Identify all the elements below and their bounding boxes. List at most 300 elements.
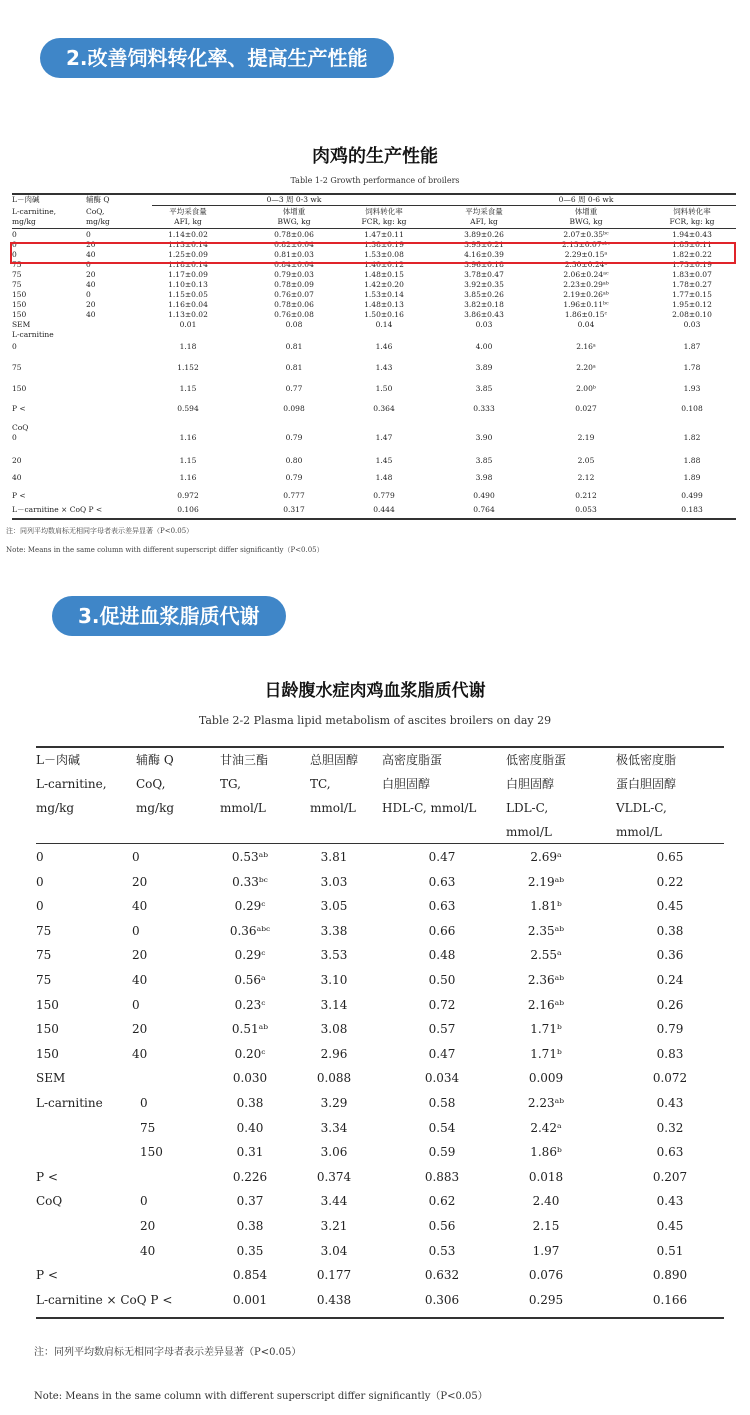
table1-cell: 1.96±0.11ᵇᶜ bbox=[563, 300, 609, 309]
table2-cell: 0.24 bbox=[656, 973, 684, 987]
table1-header-cell: 饲料转化率 bbox=[673, 207, 711, 216]
table2-cell: 0.48 bbox=[428, 948, 456, 963]
table2-cell: 2.19ᵃᵇ bbox=[527, 874, 565, 889]
table2-cell: 2.35ᵃᵇ bbox=[527, 923, 565, 938]
table2-cell: 0.40 bbox=[236, 1120, 264, 1135]
table1-cell: 2.13±0.07ᵃᵇᶜ bbox=[561, 240, 611, 249]
table1-cell: 3.78±0.47 bbox=[464, 270, 504, 279]
table1-cell: P < bbox=[12, 491, 26, 500]
table2-cell: 0.38 bbox=[236, 1219, 264, 1233]
table2-cell: 3.38 bbox=[320, 923, 348, 938]
table2-cell: 0.47 bbox=[428, 1046, 456, 1061]
table2-header-cell: mg/kg bbox=[136, 801, 175, 815]
table2-cell: 2.55ᵃ bbox=[530, 948, 562, 963]
table1-cell: 0.444 bbox=[373, 505, 395, 514]
table1-cell: 20 bbox=[86, 240, 96, 249]
table1-cell: 0.027 bbox=[575, 404, 597, 413]
table1-cell: 3.85 bbox=[475, 456, 493, 465]
table2-cell: 0.79 bbox=[656, 1022, 684, 1037]
table1-cell: 0.499 bbox=[681, 491, 703, 500]
table1-cell: 0.79 bbox=[285, 433, 303, 442]
table1-cell: 1.82±0.22 bbox=[672, 250, 712, 259]
table2-top-rule bbox=[36, 746, 724, 748]
table2-cell: 2.69ᵃ bbox=[530, 850, 562, 864]
table2-cell: 0.36 bbox=[656, 948, 684, 963]
table2-cell: 0.59 bbox=[428, 1145, 456, 1160]
table2-cell: 0 bbox=[36, 874, 44, 889]
table2-cell: 0.177 bbox=[316, 1268, 352, 1283]
table2-header-cell: mg/kg bbox=[36, 801, 75, 815]
table1-cell: 75 bbox=[12, 260, 22, 269]
table1-cell: 3.89±0.26 bbox=[464, 230, 504, 239]
table1-cell: 1.47±0.11 bbox=[364, 230, 404, 239]
table1-cell: 1.16 bbox=[179, 433, 197, 442]
table1-cell: 2.08±0.10 bbox=[672, 310, 712, 319]
table1-cell: 0.108 bbox=[681, 404, 703, 413]
table2-cell: 20 bbox=[132, 1022, 148, 1037]
table2-cell: 0.56ᵃ bbox=[234, 973, 266, 987]
table2-cell: 0.57 bbox=[428, 1022, 456, 1037]
table1-cell: 1.87 bbox=[683, 342, 701, 351]
table2-cell: 0.31 bbox=[236, 1145, 264, 1160]
table2-cell: 0.37 bbox=[236, 1194, 264, 1209]
table1-cell: P < bbox=[12, 404, 26, 413]
table2-cell: 150 bbox=[36, 1046, 59, 1061]
table1-cell: 0 bbox=[12, 240, 17, 249]
table2-cell: L-carnitine × CoQ P < bbox=[36, 1292, 173, 1307]
table1-cell: 0.490 bbox=[473, 491, 495, 500]
table1-cell: 2.07±0.35ᵇᶜ bbox=[563, 230, 609, 239]
table2-note-en: Note: Means in the same column with different superscript differ significantly（P<0.05） bbox=[34, 1391, 488, 1402]
table2-cell: 0.072 bbox=[652, 1071, 688, 1086]
table1-cell: 1.15 bbox=[179, 456, 197, 465]
table2-cell: 0.018 bbox=[528, 1169, 564, 1184]
table1-cell: 1.16 bbox=[179, 473, 197, 482]
table1-cell: 0 bbox=[12, 433, 17, 442]
table1-cell: 1.17±0.09 bbox=[168, 270, 208, 279]
table1-cell: 0.81 bbox=[285, 363, 303, 372]
table2-bottom-rule bbox=[36, 1317, 724, 1319]
table2-cell: 0 bbox=[132, 997, 140, 1012]
table1-cell: 0.03 bbox=[683, 320, 701, 329]
table1-cell: 0.01 bbox=[179, 320, 197, 329]
table2-note-cn: 注：同列平均数肩标无相同字母者表示差异显著（P<0.05） bbox=[34, 1347, 302, 1358]
table1-cell: 1.10±0.13 bbox=[168, 280, 208, 289]
table2-cell: 3.44 bbox=[320, 1194, 348, 1209]
table2-cell: 3.05 bbox=[320, 899, 348, 914]
table2-cell: 75 bbox=[36, 973, 52, 987]
section-pill-feed-conversion: 2.改善饲料转化率、提高生产性能 bbox=[40, 38, 394, 78]
table2-header-cell: L－肉碱 bbox=[36, 753, 80, 767]
table2-header-cell: L-carnitine, bbox=[36, 777, 107, 791]
table1-cell: 1.43 bbox=[375, 363, 393, 372]
table1-cell: 2.00ᵇ bbox=[576, 384, 596, 393]
table1-cell: 1.46 bbox=[375, 342, 393, 351]
table2-cell: 3.14 bbox=[320, 997, 348, 1012]
table1-cell: 1.93 bbox=[683, 384, 701, 393]
table1-header-cell: 饲料转化率 bbox=[365, 207, 403, 216]
table1-cell: 150 bbox=[12, 310, 27, 319]
table2-cell: 0.001 bbox=[232, 1292, 268, 1307]
table1-cell: 1.78 bbox=[683, 363, 701, 372]
table1-cell: L－carnitine × CoQ P < bbox=[12, 505, 103, 514]
table1-cell: 1.40±0.12 bbox=[364, 260, 404, 269]
table2-cell: 40 bbox=[132, 1046, 148, 1061]
table1-cell: 3.86±0.43 bbox=[464, 310, 504, 319]
table1-cell: 3.90 bbox=[475, 433, 493, 442]
table2-cell: 0.63 bbox=[428, 899, 456, 914]
table1-cell: 150 bbox=[12, 384, 27, 393]
table1-cell: 0.04 bbox=[577, 320, 595, 329]
table2-header-cell: mmol/L bbox=[616, 825, 662, 839]
table1-cell: 0.79 bbox=[285, 473, 303, 482]
table2-cell: SEM bbox=[36, 1071, 66, 1086]
table1-header-cell: AFI, kg bbox=[174, 217, 202, 226]
table1-cell: 2.19±0.26ᵃᵇ bbox=[563, 290, 609, 299]
table1-cell: 1.47 bbox=[375, 433, 393, 442]
table1-bottom-rule bbox=[12, 518, 736, 520]
table1-cell: SEM bbox=[12, 320, 31, 329]
table1-cell: 0.212 bbox=[575, 491, 597, 500]
table2-cell: 0.45 bbox=[656, 1219, 684, 1233]
table1-cell: 0.972 bbox=[177, 491, 199, 500]
table1-cell: 1.13±0.14 bbox=[168, 240, 208, 249]
table1-cell: 1.25±0.09 bbox=[168, 250, 208, 259]
section-pill-lipid-metabolism: 3.促进血浆脂质代谢 bbox=[52, 596, 286, 636]
table2-cell: 0.166 bbox=[652, 1292, 688, 1307]
table2-cell: 0.38 bbox=[656, 923, 684, 938]
table2-cell: 1.86ᵇ bbox=[530, 1145, 562, 1160]
table1-cell: L-carnitine bbox=[12, 330, 54, 339]
table2-cell: 20 bbox=[132, 948, 148, 963]
table2-cell: 0.58 bbox=[428, 1096, 456, 1110]
table1-cell: 40 bbox=[86, 280, 96, 289]
table2-heading: 日龄腹水症肉鸡血浆脂质代谢 bbox=[264, 681, 486, 701]
table1-cell: 1.53±0.08 bbox=[364, 250, 404, 259]
table2-header-cell: 白胆固醇 bbox=[506, 777, 555, 791]
table1-cell: 1.152 bbox=[177, 363, 199, 372]
table1-cell: 0.84±0.04 bbox=[274, 260, 314, 269]
table2-cell: 3.81 bbox=[320, 850, 348, 864]
table1-header-cell: mg/kg bbox=[12, 217, 36, 226]
table2-cell: 75 bbox=[140, 1120, 156, 1135]
table2-cell: 0 bbox=[132, 923, 140, 938]
table1-cell: 2.06±0.24ᵃᶜ bbox=[563, 270, 609, 279]
table1-header-cell: CoQ, bbox=[86, 207, 105, 216]
table1-cell: 3.82±0.18 bbox=[464, 300, 504, 309]
table2-cell: 20 bbox=[132, 874, 148, 889]
table2-caption: Table 2-2 Plasma lipid metabolism of ascites broilers on day 29 bbox=[198, 714, 552, 727]
table1-header-cell: L-carnitine, bbox=[12, 207, 57, 216]
table1-cell: 0 bbox=[86, 230, 91, 239]
table1-header-cell: L－肉碱 bbox=[12, 195, 40, 204]
table2-header-cell: 极低密度脂 bbox=[616, 753, 677, 767]
table2-cell: 0.35 bbox=[236, 1243, 264, 1258]
table2-cell: 2.16ᵃᵇ bbox=[527, 997, 565, 1012]
table2-cell: 3.21 bbox=[320, 1219, 348, 1233]
table2-cell: 0.33ᵇᶜ bbox=[232, 874, 268, 889]
table1-cell: 20 bbox=[86, 300, 96, 309]
table2-cell: 0.374 bbox=[316, 1169, 352, 1184]
table1-cell: 0.777 bbox=[283, 491, 305, 500]
table2-cell: 0.009 bbox=[528, 1071, 564, 1086]
table1-cell: 150 bbox=[12, 300, 27, 309]
table2-cell: 0.43 bbox=[656, 1096, 684, 1110]
table1-cell: 3.85±0.26 bbox=[464, 290, 504, 299]
table2-cell: 40 bbox=[140, 1243, 156, 1258]
table1-cell: 0.333 bbox=[473, 404, 495, 413]
table2-cell: 0.54 bbox=[428, 1120, 456, 1135]
table2-cell: 0.29ᶜ bbox=[234, 948, 266, 963]
table1-cell: 1.42±0.20 bbox=[364, 280, 404, 289]
table1-header-cell: 平均采食量 bbox=[465, 207, 503, 216]
table2-cell: 20 bbox=[140, 1219, 156, 1233]
table2-cell: 0.890 bbox=[652, 1268, 688, 1283]
table1-cell: 150 bbox=[12, 290, 27, 299]
table2-cell: 2.96 bbox=[320, 1046, 348, 1061]
table1-cell: 0.81 bbox=[285, 342, 303, 351]
table1-header-cell: 体增重 bbox=[282, 207, 306, 216]
table1-cell: 1.18±0.14 bbox=[168, 260, 208, 269]
table1-header-cell: 0—3 周 0-3 wk bbox=[266, 195, 322, 204]
table2-cell: 2.42ᵃ bbox=[530, 1120, 562, 1135]
table1-cell: 1.82 bbox=[683, 433, 701, 442]
table1-cell: 1.15±0.05 bbox=[168, 290, 208, 299]
table1-cell: 0.779 bbox=[373, 491, 395, 500]
table1-cell: 40 bbox=[86, 250, 96, 259]
table1-cell: 0.106 bbox=[177, 505, 199, 514]
table1-cell: 3.98 bbox=[475, 473, 493, 482]
table1-cell: 0.594 bbox=[177, 404, 199, 413]
table1-cell: 0.098 bbox=[283, 404, 305, 413]
table1-cell: 1.45 bbox=[375, 456, 393, 465]
table1-header-cell: mg/kg bbox=[86, 217, 110, 226]
table1-cell: 1.50 bbox=[375, 384, 393, 393]
table2-header-cell: 高密度脂蛋 bbox=[382, 753, 443, 767]
table1-cell: 0 bbox=[12, 230, 17, 239]
table1-cell: 1.73±0.19 bbox=[672, 260, 712, 269]
table1-cell: 1.18 bbox=[179, 342, 197, 351]
table2-cell: 0.26 bbox=[656, 997, 684, 1012]
table1-cell: 2.12 bbox=[577, 473, 595, 482]
table2-header-cell: 白胆固醇 bbox=[382, 777, 431, 791]
table2-header-cell: TC, bbox=[310, 777, 331, 791]
table2-cell: 0.306 bbox=[424, 1292, 460, 1307]
table2-cell: 0.088 bbox=[316, 1071, 352, 1086]
table2-cell: L-carnitine bbox=[36, 1096, 103, 1110]
table1-note-cn: 注：同列平均数肩标无相同字母者表示差异显著（P<0.05） bbox=[6, 527, 194, 535]
table1-cell: 0.78±0.06 bbox=[274, 230, 314, 239]
table1-cell: 1.86±0.15ᶜ bbox=[564, 310, 608, 319]
table2-cell: 0.62 bbox=[428, 1194, 456, 1209]
table1-cell: 1.88 bbox=[683, 456, 701, 465]
table2-cell: 0.53 bbox=[428, 1243, 456, 1258]
table2-cell: 3.10 bbox=[320, 973, 348, 987]
table2-cell: 0.23ᶜ bbox=[234, 997, 266, 1012]
table2-cell: 3.06 bbox=[320, 1145, 348, 1160]
table2-cell: 0.883 bbox=[424, 1169, 460, 1184]
table1-cell: 1.48±0.15 bbox=[364, 270, 404, 279]
table2-cell: 0.51ᵃᵇ bbox=[231, 1022, 269, 1037]
table2-cell: 0.43 bbox=[656, 1194, 684, 1209]
table2-cell: 3.08 bbox=[320, 1022, 348, 1037]
table1-header-cell: FCR, kg: kg bbox=[361, 217, 407, 226]
table1-cell: 0 bbox=[12, 250, 17, 259]
table1-header-cell: 平均采食量 bbox=[169, 207, 207, 216]
table1-cell: 2.20ᵃ bbox=[576, 363, 596, 372]
table1-cell: 20 bbox=[12, 456, 22, 465]
table1-cell: 0.053 bbox=[575, 505, 597, 514]
table1-header-cell: 体增重 bbox=[574, 207, 598, 216]
table1-cell: 2.19 bbox=[577, 433, 595, 442]
table1-top-rule bbox=[12, 193, 736, 195]
table2-cell: 1.71ᵇ bbox=[530, 1046, 562, 1061]
table2-cell: 0.53ᵃᵇ bbox=[231, 850, 269, 864]
table1-cell: 3.89 bbox=[475, 363, 493, 372]
table2-cell: 0.36ᵃᵇᶜ bbox=[229, 923, 271, 938]
table2-cell: 0.66 bbox=[428, 923, 456, 938]
table1-cell: CoQ bbox=[12, 423, 29, 432]
table2-cell: 1.97 bbox=[532, 1243, 560, 1258]
table1-cell: 1.89 bbox=[683, 473, 701, 482]
table2-cell: 3.53 bbox=[320, 948, 348, 963]
table1-cell: 0.82±0.04 bbox=[274, 240, 314, 249]
table1-cell: 0.08 bbox=[285, 320, 303, 329]
table1-cell: 2.23±0.29ᵃᵇ bbox=[563, 280, 609, 289]
table2-cell: 0.56 bbox=[428, 1219, 456, 1233]
table2-cell: 0.20ᶜ bbox=[234, 1046, 266, 1061]
table2-cell: 2.15 bbox=[532, 1219, 560, 1233]
table1-cell: 0.76±0.08 bbox=[274, 310, 314, 319]
table2-header-cell: 低密度脂蛋 bbox=[506, 753, 567, 767]
table1-cell: 0.317 bbox=[283, 505, 305, 514]
table1-subheader-rule bbox=[152, 205, 736, 206]
table2-header-cell: mmol/L bbox=[220, 801, 266, 815]
table1-caption: Table 1-2 Growth performance of broilers bbox=[290, 176, 460, 185]
table1-cell: 1.48 bbox=[375, 473, 393, 482]
table1-cell: 0.78±0.09 bbox=[274, 280, 314, 289]
table2-cell: 150 bbox=[140, 1145, 163, 1160]
table1-cell: 0 bbox=[86, 290, 91, 299]
table2-cell: 0 bbox=[132, 850, 140, 864]
table1-cell: 0.80 bbox=[285, 456, 303, 465]
table2-cell: 3.03 bbox=[320, 874, 348, 889]
table1-header-cell: BWG, kg bbox=[277, 217, 311, 226]
table1-cell: 0.79±0.03 bbox=[274, 270, 314, 279]
table1-cell: 1.83±0.07 bbox=[672, 270, 712, 279]
table2-cell: 0.226 bbox=[232, 1169, 268, 1184]
table1-cell: 0.81±0.03 bbox=[274, 250, 314, 259]
table1-cell: 2.16ᵃ bbox=[576, 342, 596, 351]
table2-cell: 40 bbox=[132, 973, 148, 987]
table2-cell: 0.22 bbox=[656, 874, 684, 889]
table1-cell: 1.16±0.04 bbox=[168, 300, 208, 309]
table2-cell: 0.47 bbox=[428, 850, 456, 864]
table1-cell: 4.00 bbox=[475, 342, 493, 351]
table2-cell: 0.076 bbox=[528, 1268, 564, 1283]
table1-cell: 20 bbox=[86, 270, 96, 279]
table1-cell: 2.30±0.24ᵃ bbox=[564, 260, 608, 269]
table2-cell: 0.72 bbox=[428, 997, 456, 1012]
table1-cell: 2.29±0.15ᵃ bbox=[564, 250, 608, 259]
table2-header-cell: LDL-C, bbox=[506, 801, 549, 815]
table2-cell: 75 bbox=[36, 923, 52, 938]
table2-cell: 3.34 bbox=[320, 1120, 348, 1135]
table2-cell: 0 bbox=[36, 899, 44, 914]
table2-cell: 0.50 bbox=[428, 973, 456, 987]
table2-cell: 3.04 bbox=[320, 1243, 348, 1258]
table2-cell: 150 bbox=[36, 1022, 59, 1037]
table1-cell: 0.364 bbox=[373, 404, 395, 413]
table2-cell: 0 bbox=[140, 1194, 148, 1209]
table2-cell: 0.854 bbox=[232, 1268, 268, 1283]
table2-cell: 2.36ᵃᵇ bbox=[527, 973, 565, 987]
table2-cell: 0.38 bbox=[236, 1096, 264, 1110]
table1-header-cell: FCR, kg: kg bbox=[669, 217, 715, 226]
table1-cell: 1.15 bbox=[179, 384, 197, 393]
table1-header-cell: AFI, kg bbox=[470, 217, 498, 226]
table1-cell: 1.53±0.14 bbox=[364, 290, 404, 299]
table1-cell: 1.50±0.16 bbox=[364, 310, 404, 319]
table2-cell: 150 bbox=[36, 997, 59, 1012]
table1-cell: 75 bbox=[12, 363, 22, 372]
table2-header-cell: VLDL-C, bbox=[616, 801, 667, 815]
table2-cell: 0.207 bbox=[652, 1169, 688, 1184]
table2-cell: 3.29 bbox=[320, 1096, 348, 1110]
table1-cell: 2.05 bbox=[577, 456, 595, 465]
table2-cell: 0 bbox=[36, 850, 44, 864]
table1-cell: 75 bbox=[12, 270, 22, 279]
table2-header-cell: mmol/L bbox=[506, 825, 552, 839]
table1-cell: 0.76±0.07 bbox=[274, 290, 314, 299]
table1-note-en: Note: Means in the same column with different superscript differ significantly（P<0.05） bbox=[6, 546, 324, 554]
table1-cell: 0.03 bbox=[475, 320, 493, 329]
table1-cell: 1.13±0.02 bbox=[168, 310, 208, 319]
table1-cell: 0 bbox=[12, 342, 17, 351]
table2-cell: 1.71ᵇ bbox=[530, 1022, 562, 1037]
table2-cell: P < bbox=[36, 1268, 58, 1283]
table2-cell: 0.632 bbox=[424, 1268, 460, 1283]
table2-cell: 0.034 bbox=[424, 1071, 460, 1086]
table1-cell: 1.77±0.15 bbox=[672, 290, 712, 299]
table2-cell: 0.32 bbox=[656, 1120, 684, 1135]
table2-cell: 0.295 bbox=[528, 1292, 564, 1307]
table2-cell: 1.81ᵇ bbox=[530, 899, 562, 914]
table2-header-cell: HDL-C, mmol/L bbox=[382, 801, 477, 815]
table1-cell: 3.95±0.21 bbox=[464, 240, 504, 249]
table2-cell: 0.63 bbox=[428, 874, 456, 889]
table1-cell: 75 bbox=[12, 280, 22, 289]
table2-cell: 2.40 bbox=[532, 1194, 560, 1209]
table1-cell: 0.183 bbox=[681, 505, 703, 514]
table2-cell: 0.65 bbox=[656, 850, 684, 864]
table2-header-cell: CoQ, bbox=[136, 777, 166, 791]
table2-header-rule bbox=[36, 843, 724, 844]
table2-header-cell: 蛋白胆固醇 bbox=[616, 777, 677, 791]
table1-cell: 0.77 bbox=[285, 384, 303, 393]
table2-cell: CoQ bbox=[36, 1194, 63, 1209]
table1-cell: 1.94±0.43 bbox=[672, 230, 712, 239]
table2-header-cell: TG, bbox=[220, 777, 241, 791]
table1-cell: 0.764 bbox=[473, 505, 495, 514]
table1-cell: 3.85 bbox=[475, 384, 493, 393]
table2-cell: 0.51 bbox=[656, 1243, 684, 1258]
table2-cell: 0 bbox=[140, 1096, 148, 1110]
table2-cell: 0.438 bbox=[316, 1292, 352, 1307]
table1-cell: 0 bbox=[86, 260, 91, 269]
table2-cell: 0.030 bbox=[232, 1071, 268, 1086]
table2-cell: 40 bbox=[132, 899, 148, 914]
